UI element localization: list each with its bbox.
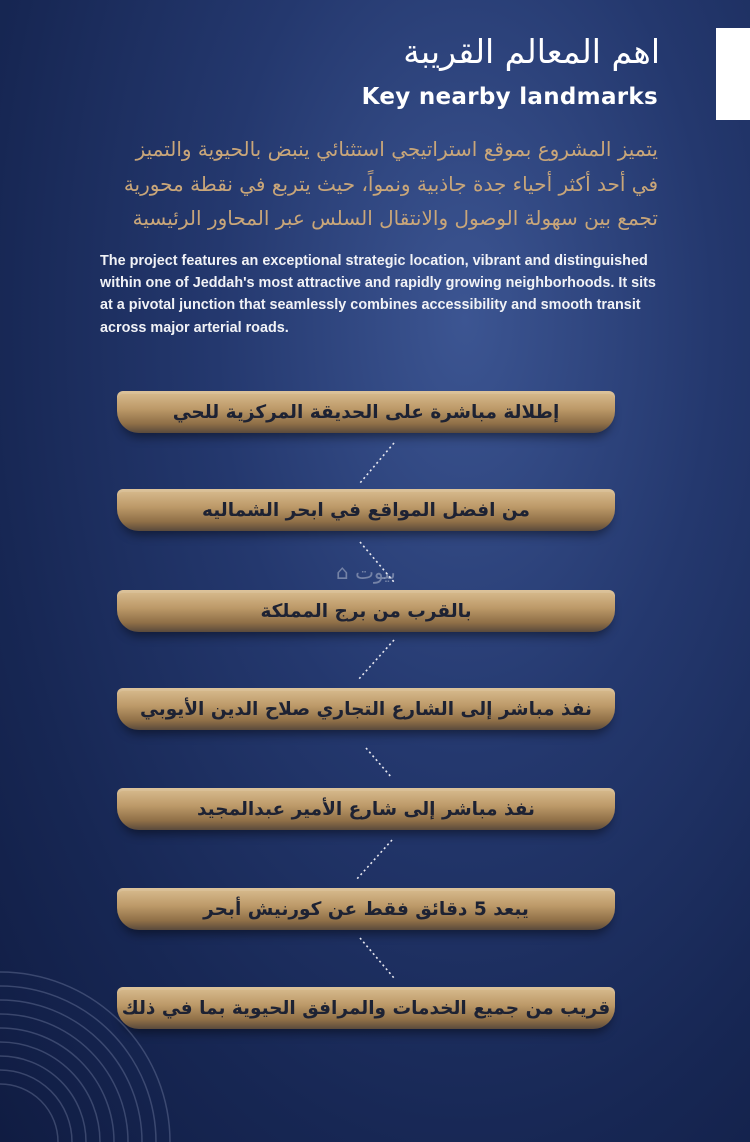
decorative-arcs bbox=[0, 930, 210, 1142]
landmark-label: من افضل المواقع في ابحر الشماليه bbox=[201, 499, 531, 521]
intro-arabic-line: تجمع بين سهولة الوصول والانتقال السلس عبر المحاور الرئيسية bbox=[132, 206, 658, 230]
landmark-label: قريب من جميع الخدمات والمرافق الحيوية بما في ذلك bbox=[121, 997, 611, 1019]
landmark-label: إطلالة مباشرة على الحديقة المركزية للحي bbox=[172, 401, 560, 423]
landmark-label: نفذ مباشر إلى الشارع التجاري صلاح الدين الأيوبي bbox=[140, 698, 592, 720]
intro-arabic-line: في أحد أكثر أحياء جدة جاذبية ونمواً، حيث يتربع في نقطة محورية bbox=[123, 171, 658, 196]
landmark-label: نفذ مباشر إلى شارع الأمير عبدالمجيد bbox=[197, 798, 536, 820]
watermark-logo bbox=[336, 560, 396, 584]
dotted-connector bbox=[356, 441, 404, 485]
dotted-connector bbox=[356, 936, 404, 980]
home-icon: ⌂ bbox=[336, 560, 349, 584]
landmark-item bbox=[117, 688, 615, 730]
dotted-connector bbox=[362, 740, 410, 784]
page-title-arabic: اهم المعالم القريبة bbox=[403, 32, 660, 71]
dotted-connector bbox=[352, 838, 400, 882]
intro-paragraph-arabic bbox=[58, 132, 658, 236]
landmark-item bbox=[117, 888, 615, 930]
page-tab-marker bbox=[716, 28, 750, 120]
landmark-label: بالقرب من برج المملكة bbox=[260, 600, 472, 622]
dotted-connector bbox=[354, 638, 402, 682]
landmark-item bbox=[117, 788, 615, 830]
landmark-item bbox=[117, 391, 615, 433]
landmark-item bbox=[117, 590, 615, 632]
intro-paragraph-english: The project features an exceptional strategic location, vibrant and distinguished within one of Jeddah's most attractive and rapidly growing neighborhoods. It sits at a pivotal junction that seamlessly combines accessibility and smooth transit across major arterial roads. bbox=[100, 253, 656, 336]
intro-arabic-line: يتميز المشروع بموقع استراتيجي استثنائي ينبض بالحيوية والتميز bbox=[135, 137, 658, 161]
page-title-english: Key nearby landmarks bbox=[361, 84, 658, 110]
landmark-item bbox=[117, 489, 615, 531]
watermark-text: بيوت bbox=[355, 560, 396, 584]
landmark-label: يبعد 5 دقائق فقط عن كورنيش أبحر bbox=[203, 898, 529, 920]
